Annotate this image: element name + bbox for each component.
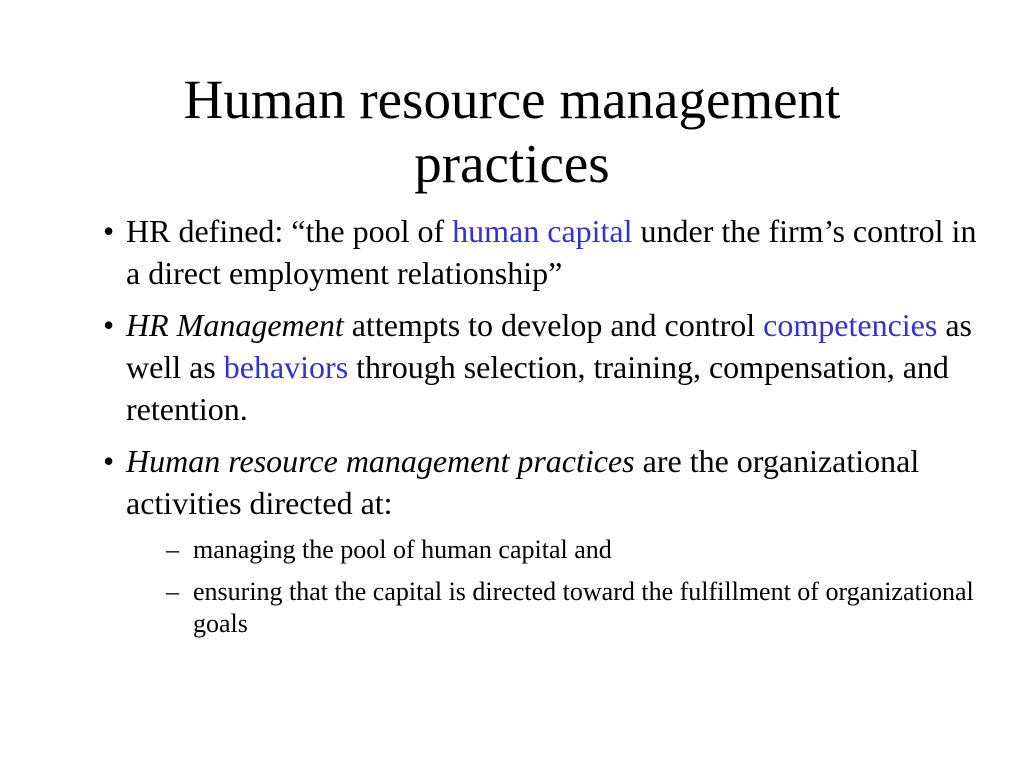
bullet-hr-defined	[103, 210, 983, 294]
bullet-text: HR defined: “the pool of	[126, 213, 453, 249]
sub-item-managing-pool	[126, 534, 983, 566]
bullet-text: attempts to develop and control	[343, 307, 764, 343]
bullet-text: through selection, training, compensation, and retention.	[126, 349, 949, 427]
sub-item-ensuring-capital	[126, 576, 983, 640]
highlight-term: competencies	[763, 307, 938, 343]
highlight-term: human capital	[452, 213, 633, 249]
bullet-marker: •	[103, 443, 115, 479]
slide-body	[103, 210, 983, 650]
bullet-text: as well as	[126, 307, 972, 385]
sub-item-text: managing the pool of human capital and	[193, 535, 612, 564]
slide-title	[0, 68, 1024, 196]
italic-term: HR Management	[126, 307, 344, 343]
bullet-text: are the organizational activities directed at:	[126, 443, 920, 521]
highlight-term: behaviors	[223, 349, 349, 385]
slide-title-line-1: Human resource management	[183, 69, 841, 130]
bullet-hrm-practices	[103, 440, 983, 640]
bullet-marker: •	[103, 213, 115, 249]
bullet-marker: •	[103, 307, 115, 343]
bullet-text: under the firm’s control in a direct employment relationship”	[126, 213, 977, 291]
slide-title-line-2: practices	[414, 133, 610, 194]
sub-item-marker: –	[166, 577, 179, 606]
italic-term: Human resource management practices	[126, 443, 635, 479]
sub-item-text: ensuring that the capital is directed toward the fulfillment of organizational goals	[193, 577, 974, 638]
bullet-hr-management	[103, 304, 983, 430]
sub-item-marker: –	[166, 535, 179, 564]
